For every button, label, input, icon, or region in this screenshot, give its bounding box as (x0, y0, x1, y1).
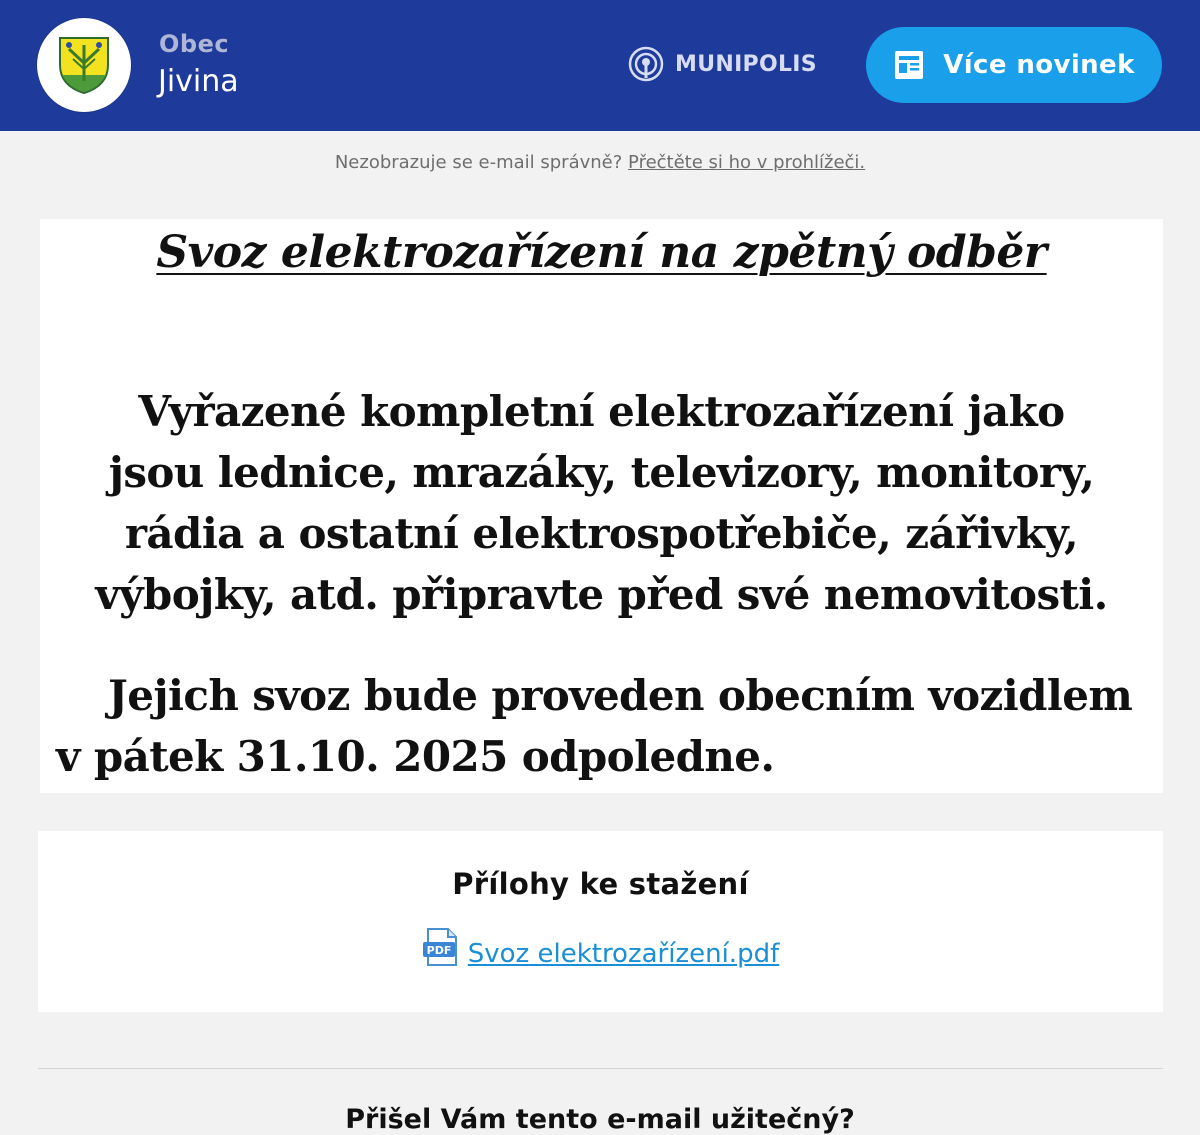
pdf-icon[interactable] (422, 927, 460, 969)
attachment-download-link[interactable]: Svoz elektrozařízení.pdf (467, 939, 780, 969)
announcement-image (40, 219, 1163, 793)
poster-title: Svoz elektrozařízení na zpětný odběr (156, 227, 1047, 278)
brand-name: MUNIPOLIS (675, 51, 817, 77)
pdf-icon-text: PDF (426, 944, 452, 957)
notice-text: Nezobrazuje se e-mail správně? (334, 152, 623, 173)
attachment-item (38, 927, 1163, 969)
poster-paragraph-1 (70, 381, 1133, 625)
poster-line: Jejich svoz bude proveden obecním vozidlem (108, 671, 1133, 720)
feedback-question: Přišel Vám tento e-mail užitečný? (345, 1104, 855, 1135)
attachments-section (38, 831, 1163, 1012)
broadcast-icon (627, 45, 665, 83)
town-name: Jivina (158, 64, 239, 99)
poster-line: v pátek 31.10. 2025 odpoledne. (56, 732, 775, 781)
header-bar (0, 0, 1200, 131)
more-news-label: Více novinek (943, 50, 1135, 80)
newspaper-icon (893, 49, 925, 81)
divider (38, 1068, 1163, 1069)
poster-line: výbojky, atd. připravte před své nemovitosti. (95, 570, 1108, 619)
more-news-button[interactable] (866, 27, 1162, 103)
poster-line: Vyřazené kompletní elektrozařízení jako (138, 387, 1065, 436)
town-logo[interactable] (37, 18, 131, 112)
view-in-browser-link[interactable]: Přečtěte si ho v prohlížeči. (628, 152, 866, 173)
munipolis-brand[interactable] (627, 45, 817, 83)
poster-paragraph-2 (56, 665, 1163, 787)
poster-line: rádia a ostatní elektrospotřebiče, zářivky, (124, 509, 1079, 558)
attachments-title: Přílohy ke stažení (452, 867, 749, 901)
poster-line: jsou lednice, mrazáky, televizory, monitory, (108, 448, 1095, 497)
browser-notice (0, 152, 1200, 173)
town-prefix: Obec (159, 30, 230, 58)
coat-of-arms-icon (57, 35, 111, 95)
